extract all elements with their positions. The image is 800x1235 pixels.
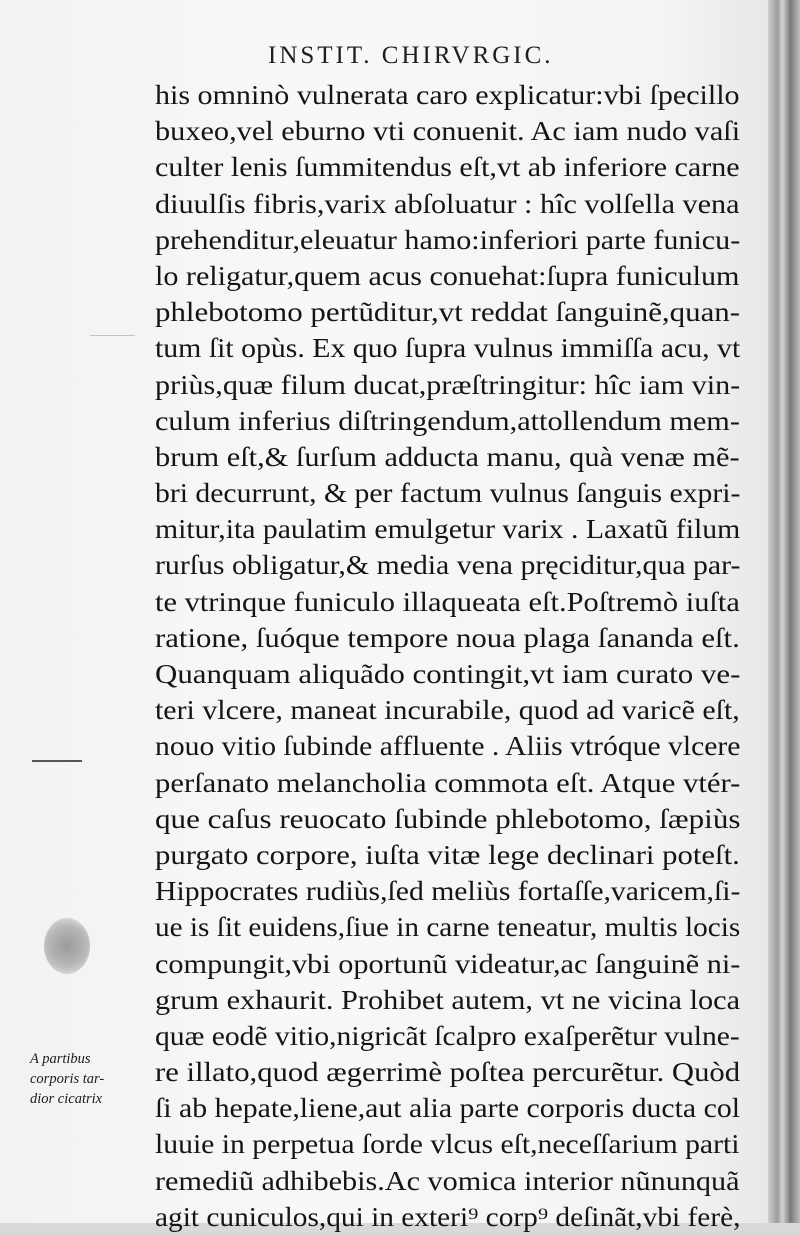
text-line: his omninò vulnerata caro explicatur:vbi ſpecillo bbox=[155, 80, 740, 110]
text-line: tum ſit opùs. Ex quo ſupra vulnus immiſſa acu, vt bbox=[155, 333, 741, 364]
marginal-note-line: A partibus bbox=[30, 1051, 91, 1067]
text-line: phlebotomo pertũditur,vt reddat ſanguinẽ,quan- bbox=[155, 297, 741, 328]
text-line: quæ eodẽ vitio,nigricãt ſcalpro exaſperẽtur vulne- bbox=[155, 1020, 740, 1051]
text-line: ratione, ſuóque tempore noua plaga ſananda eſt. bbox=[155, 622, 740, 653]
text-line: brum eſt,& ſurſum adducta manu, quà venæ mẽ- bbox=[155, 441, 740, 472]
text-line: lo religatur,quem acus conuehat:ſupra funiculum bbox=[155, 260, 740, 291]
text-line: ſi ab hepate,liene,aut alia parte corporis ducta col bbox=[155, 1093, 741, 1124]
text-line: luuie in perpetua ſorde vlcus eſt,neceſſarium parti bbox=[155, 1129, 740, 1160]
text-line: compungit,vbi oportunũ videatur,ac ſanguinẽ ni- bbox=[155, 948, 741, 979]
text-line: priùs,quæ filum ducat,præſtringitur: hîc iam vin- bbox=[155, 369, 741, 400]
text-line: diuulſis fibris,varix abſoluatur : hîc volſella vena bbox=[155, 188, 740, 219]
text-line: rurſus obligatur,& media vena pręciditur,qua par- bbox=[155, 550, 741, 581]
ink-stain bbox=[44, 918, 90, 974]
text-line: teri vlcere, maneat incurabile, quod ad varicẽ eſt, bbox=[155, 695, 740, 726]
text-line: purgato corpore, iuſta vitæ lege declinari poteſt. bbox=[155, 839, 740, 870]
text-line: grum exhaurit. Prohibet autem, vt ne vicina loca bbox=[155, 984, 741, 1015]
text-line: que caſus reuocato ſubinde phlebotomo, ſæpiùs bbox=[155, 803, 741, 834]
marginal-note-line: dior cicatrix bbox=[30, 1091, 103, 1107]
margin-faint-mark bbox=[90, 335, 135, 336]
text-line: perſanato melancholia commota eſt. Atque vtér- bbox=[155, 767, 741, 798]
text-line: agit cuniculos,qui in exteri⁹ corp⁹ deſinãt,vbi ferè, bbox=[155, 1201, 741, 1232]
text-line: buxeo,vel eburno vti conuenit. Ac iam nudo vaſi bbox=[155, 116, 741, 147]
running-title: INSTIT. CHIRVRGIC. bbox=[268, 42, 554, 69]
marginal-note-line: corporis tar- bbox=[30, 1071, 105, 1087]
text-line: culter lenis ſummitendus eſt,vt ab inferiore carne bbox=[155, 152, 740, 183]
text-line: re illato,quod ægerrimè poſtea percurẽtur. Quòd bbox=[155, 1057, 741, 1088]
text-line: mitur,ita paulatim emulgetur varix . Laxatũ filum bbox=[155, 514, 741, 545]
text-line: ue is ſit euidens,ſiue in carne teneatur, multis locis bbox=[155, 912, 741, 943]
text-line: te vtrinque funiculo illaqueata eſt.Poſtremò iuſta bbox=[155, 586, 740, 617]
text-line: culum inferius diſtringendum,attollendum mem- bbox=[155, 405, 740, 436]
text-line: prehenditur,eleuatur hamo:inferiori parte funicu- bbox=[155, 224, 741, 255]
main-text-block bbox=[155, 77, 740, 1235]
text-line: remediũ adhibebis.Ac vomica interior nũnunquã bbox=[155, 1165, 740, 1196]
marginal-note bbox=[30, 1049, 155, 1109]
margin-dash-mark bbox=[32, 760, 82, 762]
text-line: Hippocrates rudiùs,ſed meliùs fortaſſe,varicem,ſi- bbox=[155, 876, 741, 907]
text-line: nouo vitio ſubinde affluente . Aliis vtróque vlcere bbox=[155, 731, 741, 762]
text-line: Quanquam aliquãdo contingit,vt iam curato ve- bbox=[155, 659, 741, 689]
text-line: bri decurrunt, & per factum vulnus ſanguis expri- bbox=[155, 478, 741, 509]
